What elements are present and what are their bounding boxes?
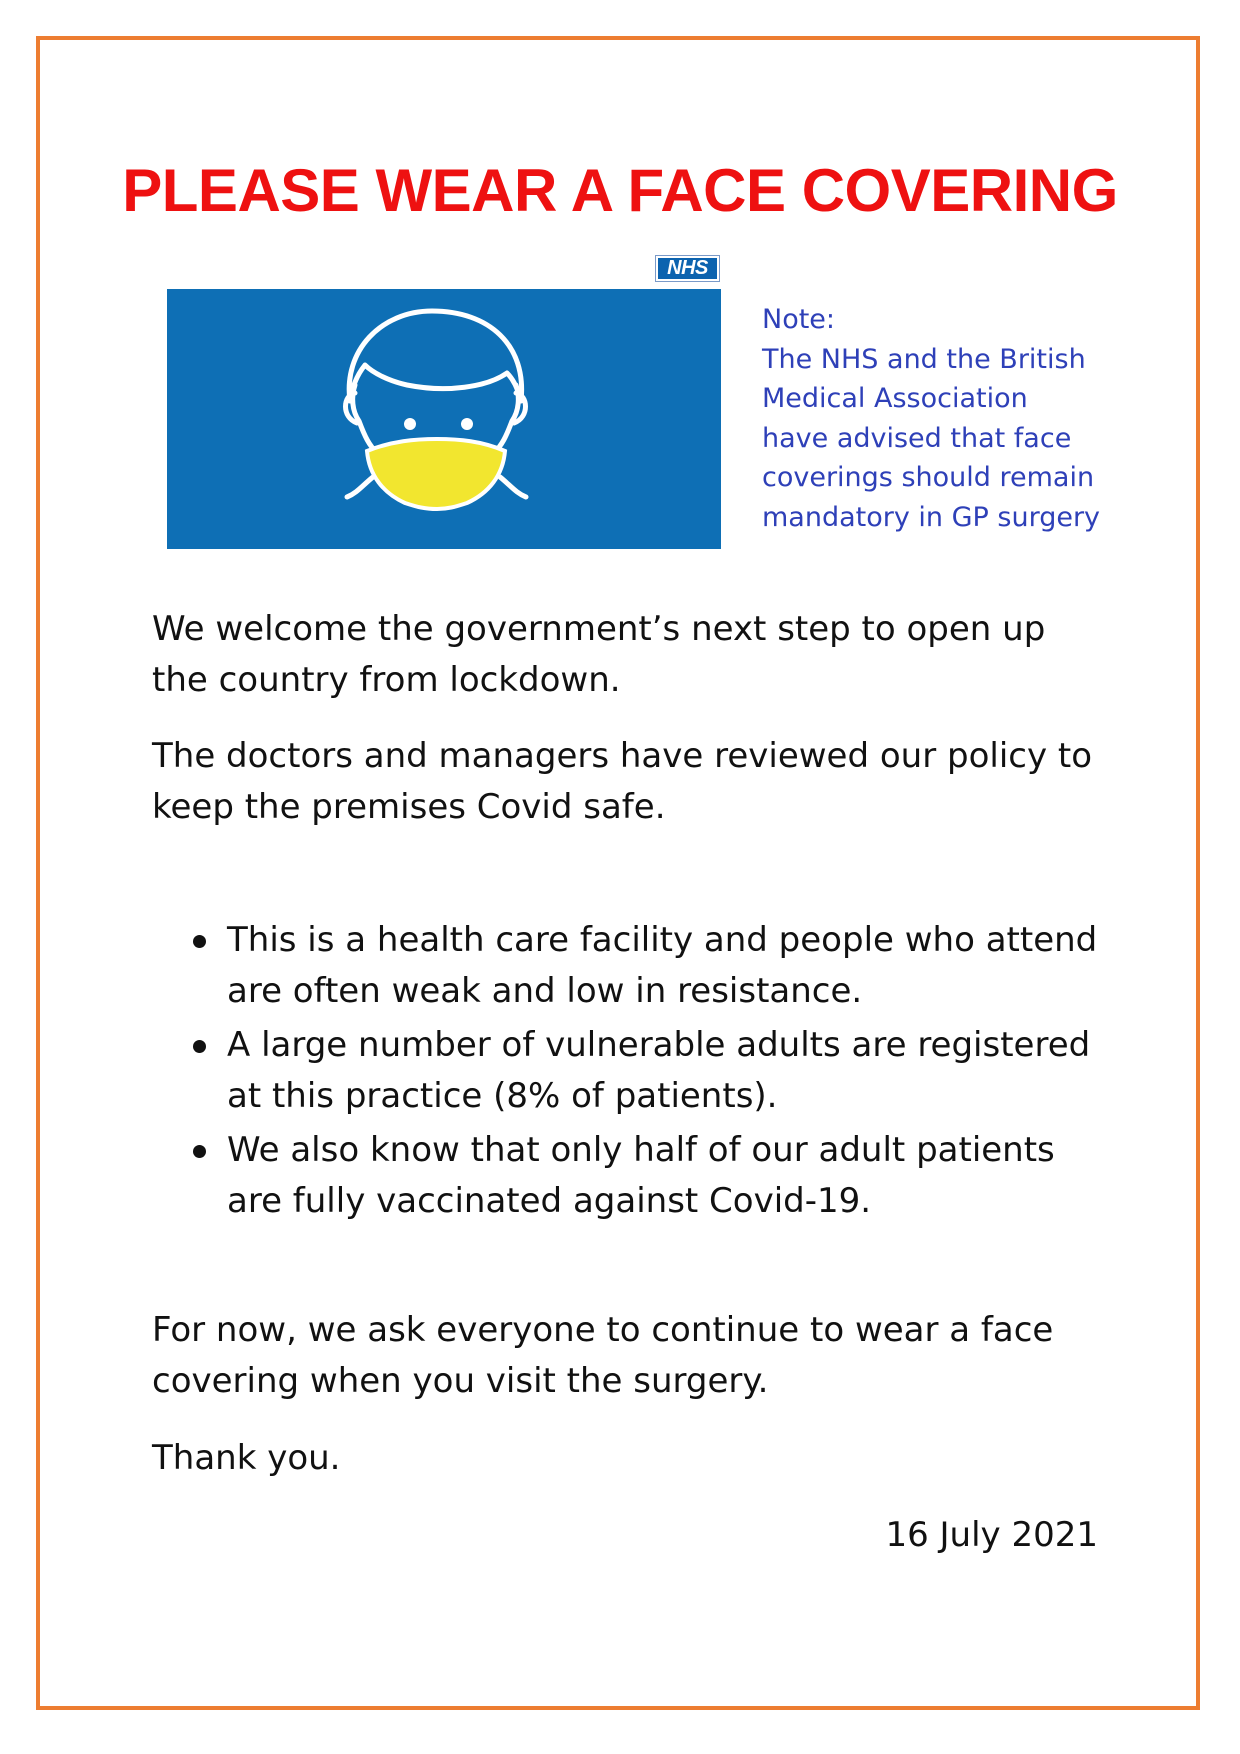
nhs-logo: NHS <box>656 256 719 281</box>
list-item <box>152 1125 1102 1227</box>
thanks-paragraph: Thank you. <box>152 1438 341 1478</box>
list-item <box>152 1020 1102 1122</box>
right-eye <box>461 418 473 430</box>
note-line: have advised that face <box>762 422 1072 454</box>
text-line: at this practice (8% of patients). <box>227 1076 778 1116</box>
request-paragraph <box>152 1305 1102 1407</box>
text-line: We also know that only half of our adult patients <box>227 1130 1055 1170</box>
text-line: A large number of vulnerable adults are registered <box>227 1025 1091 1065</box>
face-mask-poster <box>167 289 721 549</box>
left-eye <box>404 418 416 430</box>
note-line: Note: <box>762 304 836 335</box>
bullet-dot-icon <box>193 1145 206 1158</box>
review-paragraph <box>152 731 1102 833</box>
face-mask-person-icon <box>167 289 721 549</box>
note-line: coverings should remain <box>762 462 1095 493</box>
reasons-list <box>152 915 1102 1230</box>
list-item <box>152 915 1102 1017</box>
text-line: covering when you visit the surgery. <box>152 1361 769 1401</box>
text-line: the country from lockdown. <box>152 660 621 700</box>
text-line: keep the premises Covid safe. <box>152 787 666 827</box>
bullet-dot-icon <box>193 935 206 948</box>
text-line: are often weak and low in resistance. <box>227 971 863 1011</box>
intro-paragraph <box>152 604 1102 706</box>
note-line: The NHS and the British <box>762 343 1086 375</box>
text-line: This is a health care facility and people who attend <box>227 920 1098 960</box>
note-line: Medical Association <box>762 383 1028 414</box>
text-line: The doctors and managers have reviewed our policy to <box>152 736 1093 776</box>
note-box <box>762 300 1172 537</box>
text-line: For now, we ask everyone to continue to wear a face <box>152 1310 1054 1350</box>
text-line: We welcome the government’s next step to open up <box>152 609 1046 649</box>
page-title: PLEASE WEAR A FACE COVERING <box>122 157 1118 224</box>
bullet-dot-icon <box>193 1040 206 1053</box>
note-line: mandatory in GP surgery <box>762 501 1101 533</box>
document-date: 16 July 2021 <box>885 1515 1098 1555</box>
text-line: are fully vaccinated against Covid-19. <box>227 1181 872 1221</box>
